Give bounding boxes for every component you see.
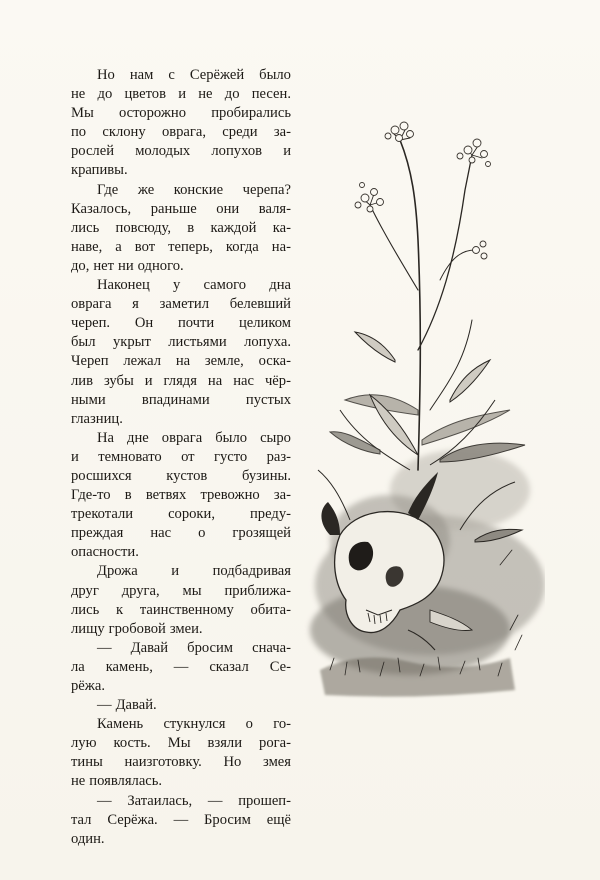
word: Давай xyxy=(130,639,169,656)
word: лись xyxy=(71,601,100,618)
word: гробовой xyxy=(108,620,166,637)
word: Мы xyxy=(71,105,94,122)
text-line xyxy=(71,772,291,791)
word: когда xyxy=(225,238,259,255)
word: появлялась. xyxy=(89,773,163,790)
word: было xyxy=(215,429,248,446)
text-line xyxy=(71,486,291,505)
text-line xyxy=(71,543,291,562)
word: черепа? xyxy=(242,181,291,198)
word: среди xyxy=(222,124,258,141)
word: таинственному xyxy=(139,601,234,618)
text-line xyxy=(71,372,291,391)
word: не xyxy=(198,86,213,103)
word: На xyxy=(97,429,115,446)
word: оска- xyxy=(258,353,291,370)
text-line xyxy=(71,142,291,161)
word: кустов xyxy=(166,467,208,484)
word: обита- xyxy=(250,601,291,618)
word: дне xyxy=(127,429,149,446)
word: зубы xyxy=(103,372,134,389)
text-line xyxy=(71,85,291,104)
text-line xyxy=(71,639,291,658)
text-line xyxy=(71,753,291,772)
word: лищу xyxy=(71,620,105,637)
word: сказал xyxy=(209,658,249,675)
skull-in-weeds-illustration xyxy=(300,110,545,710)
word: Давай. xyxy=(115,697,157,714)
word: — xyxy=(207,792,223,809)
word: наизготовку. xyxy=(124,754,202,771)
word: грозящей xyxy=(232,525,291,542)
word: заметил xyxy=(159,296,210,313)
word: Серёжа. xyxy=(107,811,158,828)
word: на- xyxy=(271,238,291,255)
text-line xyxy=(71,505,291,524)
word: пустых xyxy=(245,391,291,408)
word: — xyxy=(97,697,112,714)
word: оврага, xyxy=(161,124,207,141)
word: впадинами xyxy=(141,391,210,408)
word: темновато xyxy=(98,448,162,465)
text-line xyxy=(71,295,291,314)
word: — xyxy=(97,792,112,809)
word: Мы xyxy=(167,735,191,752)
word: подбадривая xyxy=(212,563,291,580)
word: Но xyxy=(223,754,242,771)
word: Где-то xyxy=(71,487,111,504)
word: они xyxy=(216,200,240,217)
word: о xyxy=(198,525,206,542)
word: Где xyxy=(97,181,119,198)
word: валя- xyxy=(258,200,291,217)
word: преждая xyxy=(71,525,124,542)
word: в xyxy=(124,487,132,504)
word: Казалось, xyxy=(71,200,132,217)
word: — xyxy=(173,811,189,828)
word: один. xyxy=(71,830,105,847)
word: Наконец xyxy=(97,277,150,294)
word: взяли xyxy=(207,735,243,752)
word: бросим xyxy=(187,639,234,656)
word: рога- xyxy=(259,735,291,752)
word: Серёжей xyxy=(189,67,245,83)
word: целиком xyxy=(238,315,291,332)
flower-stalks xyxy=(362,130,482,470)
word: лежал xyxy=(123,353,162,370)
text-line xyxy=(71,734,291,753)
text-line xyxy=(71,677,291,696)
word: Он xyxy=(134,315,154,332)
text-line xyxy=(71,276,291,295)
word: камень, xyxy=(105,658,153,675)
word: оврага xyxy=(161,429,203,446)
word: Дрожа xyxy=(97,563,138,580)
word: росшихся xyxy=(71,467,132,484)
word: сыро xyxy=(260,429,291,446)
text-line xyxy=(71,467,291,486)
word: густо xyxy=(213,448,248,465)
word: лись xyxy=(71,219,100,236)
text-line xyxy=(71,333,291,352)
word: — xyxy=(173,658,189,675)
word: каждой xyxy=(210,219,257,236)
word: ещё xyxy=(266,811,291,828)
text-line xyxy=(71,352,291,371)
text-line xyxy=(71,200,291,219)
word: склону xyxy=(102,124,146,141)
text-line xyxy=(71,314,291,333)
word: крапивы. xyxy=(71,162,128,179)
word: и xyxy=(144,372,153,389)
text-line xyxy=(71,104,291,123)
word: я xyxy=(132,296,139,313)
word: а xyxy=(115,238,122,255)
word: пробирались xyxy=(211,105,291,122)
text-line xyxy=(71,448,291,467)
word: земле, xyxy=(204,353,244,370)
word: мы xyxy=(182,582,202,599)
text-line xyxy=(71,66,291,85)
text-line xyxy=(71,524,291,543)
word: раньше xyxy=(150,200,197,217)
word: Камень xyxy=(97,716,144,733)
text-line xyxy=(71,601,291,620)
word: за- xyxy=(273,487,291,504)
word: о xyxy=(245,716,253,733)
word: рослей xyxy=(71,143,115,160)
word: с xyxy=(168,67,175,83)
text-line xyxy=(71,696,291,715)
word: рёжа. xyxy=(71,678,105,694)
word: ка- xyxy=(272,219,291,236)
text-line xyxy=(71,562,291,581)
word: до xyxy=(97,86,113,103)
word: лопуха. xyxy=(244,334,291,351)
word: друг xyxy=(71,582,99,599)
word: кость. xyxy=(113,735,151,752)
word: лив xyxy=(71,372,93,389)
word: ными xyxy=(71,391,106,408)
text-line xyxy=(71,429,291,448)
word: глазниц. xyxy=(71,410,123,427)
word: не xyxy=(71,86,86,103)
text-line xyxy=(71,658,291,677)
word: Бросим xyxy=(204,811,251,828)
word: нет xyxy=(93,257,115,274)
word: почти xyxy=(177,315,215,332)
word: оврага xyxy=(71,296,112,313)
word: листьями xyxy=(168,334,227,351)
word: молодых xyxy=(135,143,191,160)
word: же xyxy=(137,181,155,198)
word: самого xyxy=(203,277,247,294)
word: на xyxy=(207,372,223,389)
word: раз- xyxy=(266,448,291,465)
word: тревожно xyxy=(200,487,260,504)
word: цветов xyxy=(124,86,166,103)
word: тал xyxy=(71,811,92,828)
text-line xyxy=(71,830,291,849)
word: дна xyxy=(269,277,291,294)
word: и xyxy=(178,86,187,103)
text-line xyxy=(71,123,291,142)
flower-clusters xyxy=(355,122,491,259)
word: лую xyxy=(71,735,97,752)
text-line xyxy=(71,257,291,276)
text-line xyxy=(71,161,291,180)
text-line xyxy=(71,715,291,734)
word: лопухов xyxy=(211,143,263,160)
text-line xyxy=(71,811,291,830)
word: нас xyxy=(150,525,172,542)
word: был xyxy=(71,334,96,351)
text-line xyxy=(71,181,291,200)
word: — xyxy=(97,639,112,656)
word: по xyxy=(71,124,87,141)
text-line xyxy=(71,582,291,601)
word: го- xyxy=(273,716,291,733)
text-line xyxy=(71,410,291,429)
word: Но xyxy=(97,67,115,83)
word: тины xyxy=(71,754,103,771)
word: повсюду, xyxy=(115,219,171,236)
word: Се- xyxy=(269,658,291,675)
word: теперь, xyxy=(168,238,213,255)
word: змеи. xyxy=(169,620,203,637)
word: череп. xyxy=(71,315,111,332)
word: от xyxy=(181,448,195,465)
word: ветвях xyxy=(145,487,187,504)
text-line xyxy=(71,219,291,238)
word: наве, xyxy=(71,238,103,255)
word: Затаилась, xyxy=(127,792,193,809)
word: преду- xyxy=(250,506,291,523)
text-line xyxy=(71,792,291,811)
word: Череп xyxy=(71,353,109,370)
word: трекотали xyxy=(71,506,134,523)
word: друга, xyxy=(121,582,160,599)
word: приближа- xyxy=(224,582,291,599)
word: за- xyxy=(273,124,291,141)
word: и xyxy=(171,563,180,580)
word: конские xyxy=(173,181,224,198)
word: белевший xyxy=(229,296,291,313)
word: укрыт xyxy=(112,334,151,351)
word: осторожно xyxy=(118,105,187,122)
word: до xyxy=(224,86,240,103)
word: было xyxy=(259,67,291,83)
word: бузины. xyxy=(241,467,291,484)
word: песен. xyxy=(251,86,291,103)
word: змея xyxy=(263,754,291,771)
word: чёр- xyxy=(264,372,291,389)
word: ла xyxy=(71,658,85,675)
word: на xyxy=(175,353,191,370)
text-line xyxy=(71,238,291,257)
word: глядя xyxy=(163,372,197,389)
word: стукнулся xyxy=(163,716,226,733)
word: и xyxy=(283,143,291,160)
word: нам xyxy=(129,67,154,83)
word: и xyxy=(71,448,79,465)
word: нас xyxy=(233,372,254,389)
word: одного. xyxy=(137,257,184,274)
word: до, xyxy=(71,257,90,274)
word: в xyxy=(187,219,195,236)
word: снача- xyxy=(252,639,291,656)
text-line xyxy=(71,620,291,639)
text-line xyxy=(71,391,291,410)
word: прошеп- xyxy=(238,792,291,809)
word: к xyxy=(115,601,124,618)
word: ни xyxy=(118,257,134,274)
word: не xyxy=(71,773,86,790)
word: сороки, xyxy=(168,506,215,523)
word: опасности. xyxy=(71,544,139,561)
text-column xyxy=(71,66,291,849)
word: у xyxy=(172,277,181,294)
word: вот xyxy=(134,238,156,255)
